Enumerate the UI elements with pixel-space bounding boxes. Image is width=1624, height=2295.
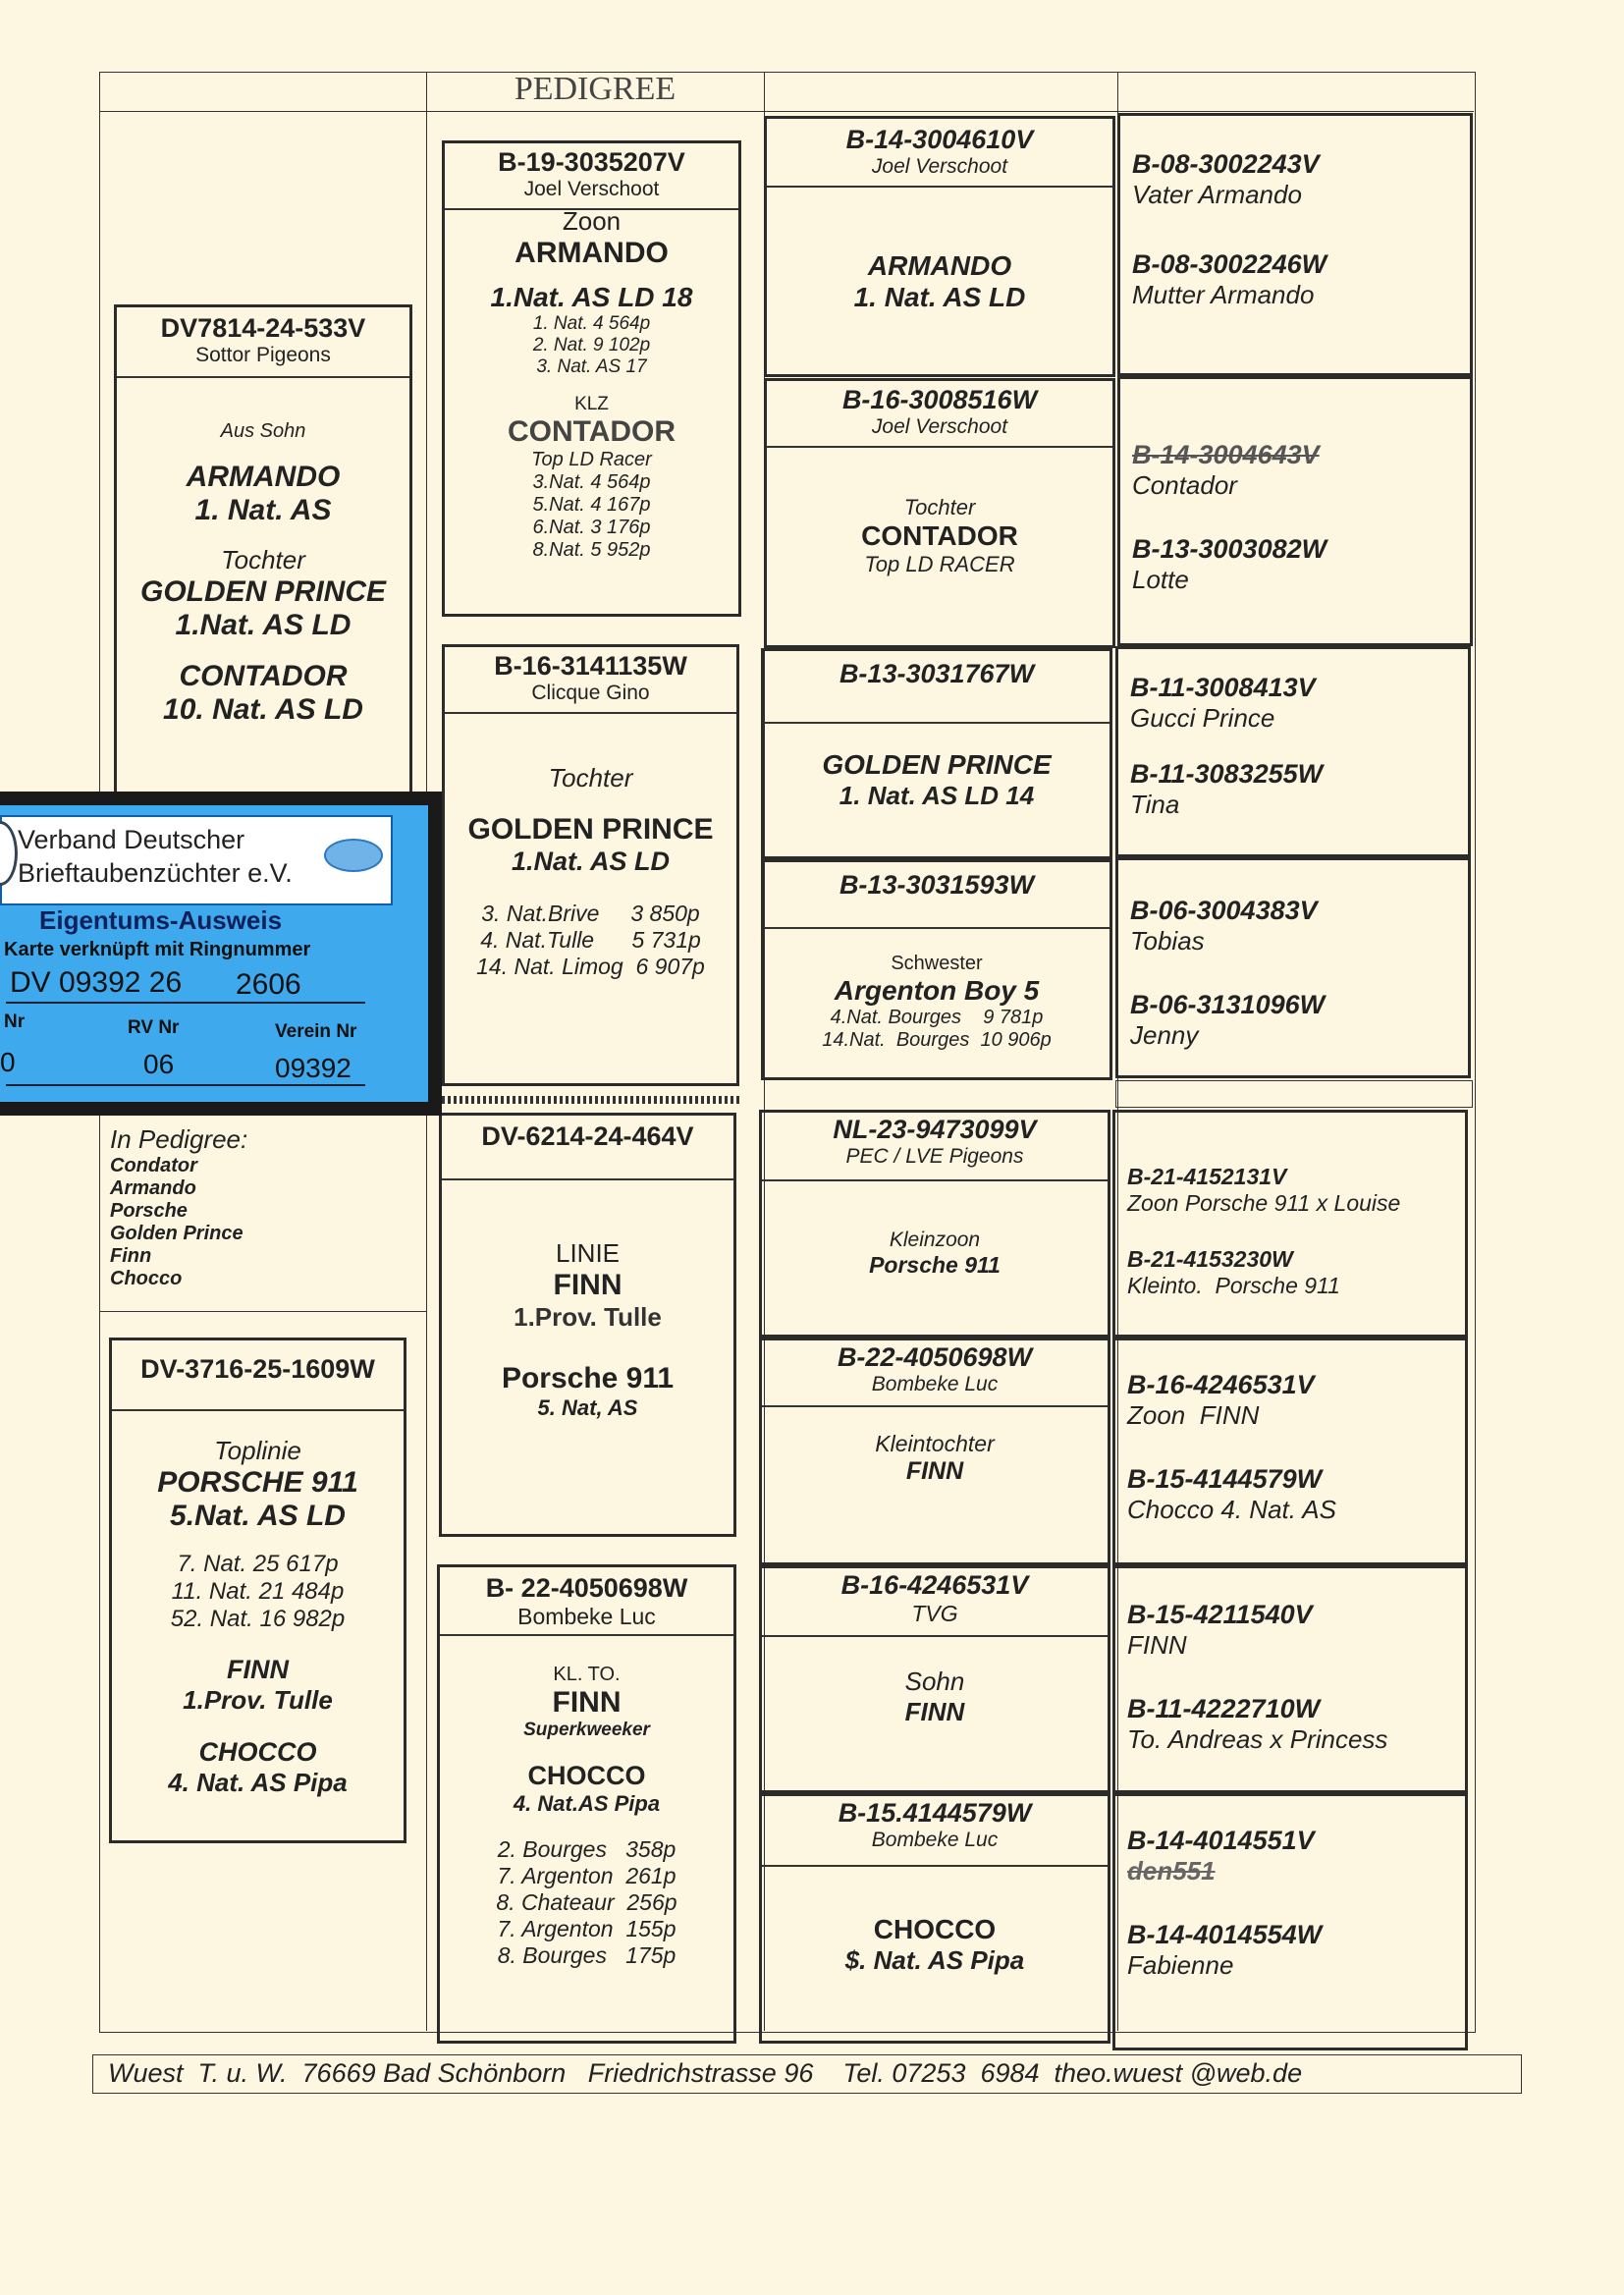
- ggp-ring: B-16-4246531V: [1127, 1370, 1315, 1399]
- ggp-name: Gucci Prince: [1130, 703, 1275, 733]
- parent-line: 4. Nat.Tulle 5 731p: [480, 927, 701, 953]
- ggp-box-6: [1112, 1338, 1468, 1565]
- ggp-ring: B-06-3131096W: [1130, 990, 1326, 1019]
- gp-ring: B-16-3008516W: [841, 385, 1038, 414]
- parent-line: 1.Nat. AS LD: [511, 847, 671, 876]
- ggp-box-2: [1117, 376, 1473, 646]
- card-col2-label: RV Nr: [128, 1017, 180, 1038]
- ggp-name: Chocco 4. Nat. AS: [1127, 1495, 1336, 1524]
- ggp-name: Zoon Porsche 911 x Louise: [1127, 1190, 1401, 1216]
- bird-owner: Sottor Pigeons: [195, 344, 331, 366]
- gp-line: 4.Nat. Bourges 9 781p: [830, 1007, 1044, 1028]
- gp-line: Top LD RACER: [864, 552, 1015, 576]
- gp-box-2: [764, 378, 1115, 648]
- ggp-name: Mutter Armando: [1132, 280, 1315, 309]
- parent-line: Tochter: [548, 763, 633, 792]
- parent-ring: B-19-3035207V: [498, 147, 685, 177]
- parent-line: 2. Nat. 9 102p: [532, 335, 651, 355]
- ggp-box-8: [1112, 1793, 1468, 2050]
- gp-line: Kleinzoon: [889, 1229, 981, 1251]
- in-pedigree-item: Condator: [110, 1155, 197, 1176]
- gp-owner: Joel Verschoot: [871, 415, 1008, 438]
- ggp-box-5: [1112, 1110, 1468, 1338]
- gp-line: Kleintochter: [875, 1431, 995, 1456]
- dam-result: 52. Nat. 16 982p: [170, 1606, 346, 1632]
- ggp-ring: B-11-4222710W: [1127, 1694, 1321, 1723]
- in-pedigree-item: Armando: [110, 1177, 196, 1199]
- gp-box-6: [759, 1338, 1110, 1565]
- ggp-name: den551: [1127, 1856, 1216, 1885]
- ggp-ring: B-11-3008413V: [1130, 673, 1316, 702]
- parent-line: 5. Nat, AS: [537, 1395, 638, 1420]
- card-ring-number: DV 09392 26: [10, 966, 183, 999]
- parent-box-2: [442, 644, 739, 1086]
- ggp-ring: B-21-4153230W: [1127, 1246, 1293, 1272]
- parent-line: Porsche 911: [501, 1362, 675, 1394]
- gp-ring: B-22-4050698W: [837, 1342, 1033, 1372]
- ggp-ring: B-08-3002246W: [1132, 249, 1327, 279]
- dam-line: PORSCHE 911: [157, 1466, 358, 1499]
- card-pigeon-logo-icon: [324, 839, 383, 872]
- parent-ring: B- 22-4050698W: [485, 1573, 688, 1603]
- parent-owner: Joel Verschoot: [523, 178, 660, 200]
- ggp-box-7: [1112, 1565, 1468, 1793]
- parent-line: 2. Bourges 358p: [497, 1836, 677, 1862]
- ggp-name: Kleinto. Porsche 911: [1127, 1273, 1340, 1298]
- bird-line: Aus Sohn: [220, 420, 306, 442]
- dam-lines: [109, 1436, 406, 1798]
- gp-line: FINN: [904, 1697, 965, 1726]
- gp-line: FINN: [905, 1457, 964, 1485]
- parent-line: 8.Nat. 5 952p: [532, 539, 651, 561]
- card-org-line1: Verband Deutscher: [18, 825, 245, 854]
- gp-line: ARMANDO: [867, 250, 1012, 281]
- parent-line: LINIE: [555, 1238, 621, 1268]
- gp-box-1: [764, 116, 1115, 377]
- parent-line: 8. Chateaur 256p: [496, 1889, 677, 1915]
- dam-line: CHOCCO: [198, 1737, 317, 1767]
- in-pedigree-label: In Pedigree:: [110, 1124, 248, 1154]
- gp-line: 1. Nat. AS LD: [853, 282, 1026, 312]
- gp-box-5: [759, 1110, 1110, 1338]
- parent-line: GOLDEN PRINCE: [467, 813, 714, 846]
- parent-line: Superkweeker: [523, 1720, 650, 1740]
- gp-line: $. Nat. AS Pipa: [844, 1945, 1025, 1975]
- dotted-separator: [442, 1096, 741, 1104]
- parent-line: 3.Nat. 4 564p: [532, 471, 651, 493]
- gp-line: 1. Nat. AS LD 14: [839, 781, 1035, 810]
- in-pedigree-item: Golden Prince: [110, 1223, 244, 1244]
- ggp-ring: B-14-3004643V: [1132, 440, 1320, 469]
- ggp-ring: B-21-4152131V: [1127, 1164, 1287, 1189]
- in-pedigree-item: Chocco: [110, 1268, 183, 1289]
- in-pedigree-block: [110, 1124, 247, 1290]
- card-org-line2: Brieftaubenzüchter e.V.: [18, 858, 293, 888]
- parent-ring: DV-6214-24-464V: [481, 1121, 694, 1151]
- ggp-box-3: [1115, 646, 1471, 857]
- ggp-ring: B-06-3004383V: [1130, 896, 1318, 925]
- dam-line: 5.Nat. AS LD: [170, 1500, 346, 1532]
- dam-line: FINN: [227, 1655, 289, 1684]
- bird-line: Tochter: [221, 545, 305, 574]
- card-col1-value: 0: [0, 1047, 16, 1077]
- bird-line: 1. Nat. AS: [194, 494, 332, 526]
- ggp-ring: B-15-4211540V: [1127, 1600, 1313, 1629]
- parent-box-4: [437, 1564, 736, 2044]
- parent-line: Zoon: [562, 206, 622, 236]
- in-pedigree-item: Porsche: [110, 1200, 188, 1222]
- gp-ring: B-14-3004610V: [845, 125, 1034, 154]
- gp-line: Tochter: [903, 495, 976, 519]
- parent-box-3: [439, 1113, 736, 1537]
- ggp-ring: B-14-4014551V: [1127, 1826, 1315, 1855]
- gp-line: Porsche 911: [869, 1252, 1001, 1278]
- ggp-ring: B-14-4014554W: [1127, 1920, 1323, 1949]
- ggp-ring: B-13-3003082W: [1132, 534, 1327, 564]
- gp-ring: B-15.4144579W: [838, 1798, 1032, 1828]
- ggp-box-4: [1115, 857, 1471, 1078]
- gp-owner: Bombeke Luc: [871, 1829, 999, 1851]
- dam-result: 11. Nat. 21 484p: [171, 1578, 345, 1605]
- ggp-ring: B-08-3002243V: [1132, 149, 1320, 179]
- ownership-card: [0, 792, 442, 1116]
- parent-line: 1. Nat. 4 564p: [532, 313, 651, 334]
- parent-line: 1.Nat. AS LD 18: [490, 282, 693, 312]
- ggp-name: Vater Armando: [1132, 180, 1302, 209]
- ggp-name: FINN: [1127, 1630, 1187, 1660]
- ggp-name: Contador: [1132, 470, 1237, 500]
- bird-line: 10. Nat. AS LD: [163, 693, 363, 726]
- in-pedigree-item: Finn: [110, 1245, 152, 1267]
- card-title: Eigentums-Ausweis: [39, 905, 283, 935]
- dam-line: 1.Prov. Tulle: [183, 1685, 333, 1715]
- ggp-name: Fabienne: [1127, 1950, 1234, 1980]
- gp-owner: PEC / LVE Pigeons: [845, 1145, 1024, 1168]
- gp-box-7: [759, 1565, 1110, 1793]
- gp-line: 14.Nat. Bourges 10 906p: [822, 1029, 1052, 1051]
- gp-ring: NL-23-9473099V: [833, 1115, 1037, 1144]
- gp-owner: Joel Verschoot: [871, 155, 1008, 178]
- parent-line: 7. Argenton 155p: [497, 1916, 677, 1941]
- dam-line: 4. Nat. AS Pipa: [168, 1768, 348, 1797]
- parent-line: 5.Nat. 4 167p: [532, 494, 651, 516]
- gp-line: GOLDEN PRINCE: [822, 749, 1052, 780]
- bird-line: 1.Nat. AS LD: [175, 609, 352, 641]
- gp-ring: B-13-3031767W: [839, 659, 1035, 688]
- parent-line: 4. Nat.AS Pipa: [513, 1791, 661, 1816]
- ggp-name: Lotte: [1132, 565, 1189, 594]
- parent-line: KLZ: [574, 394, 609, 414]
- parent-line: ARMANDO: [514, 237, 669, 269]
- parent-line: KL. TO.: [553, 1664, 621, 1685]
- gp-ring: B-13-3031593W: [839, 870, 1035, 900]
- col1-row-line: [99, 1311, 426, 1312]
- bird-line: GOLDEN PRINCE: [139, 575, 387, 608]
- parent-line: 8. Bourges 175p: [497, 1942, 677, 1968]
- gp-line: Argenton Boy 5: [834, 975, 1040, 1006]
- parent-line: CONTADOR: [507, 415, 677, 448]
- parent-ring: B-16-3141135W: [494, 651, 687, 681]
- dam-line: Toplinie: [214, 1436, 301, 1465]
- gp-line: CHOCCO: [873, 1914, 997, 1944]
- gp-owner: Bombeke Luc: [871, 1373, 999, 1395]
- header-row-line: [99, 111, 1474, 112]
- card-col3-value: 09392: [275, 1053, 352, 1083]
- gp-line: Sohn: [904, 1667, 965, 1696]
- parent-line: FINN: [553, 1269, 623, 1301]
- gp-line: CONTADOR: [861, 520, 1018, 551]
- card-col1-label: Nr: [4, 1011, 26, 1032]
- ggp-name: To. Andreas x Princess: [1127, 1724, 1388, 1754]
- bird-ring: DV7814-24-533V: [160, 313, 366, 343]
- parent-line: Top LD Racer: [531, 449, 652, 470]
- ggp-name: Jenny: [1130, 1020, 1199, 1050]
- bird-lines: [114, 420, 412, 727]
- gp-box-8: [759, 1793, 1110, 2044]
- dam-ring: DV-3716-25-1609W: [140, 1354, 375, 1384]
- bird-line: CONTADOR: [179, 660, 348, 692]
- card-col2-value: 06: [143, 1049, 175, 1079]
- card-col3-label: Verein Nr: [275, 1021, 357, 1042]
- gp-line: Schwester: [891, 953, 983, 974]
- ggp-name: Tobias: [1130, 926, 1205, 956]
- parent-box-1: [442, 140, 741, 617]
- parent-line: 6.Nat. 3 176p: [532, 517, 651, 538]
- parent-owner: Bombeke Luc: [517, 1604, 656, 1629]
- parent-line: 7. Argenton 261p: [497, 1863, 677, 1888]
- ggp-gap-bar: [1115, 1080, 1473, 1108]
- gp-ring: B-16-4246531V: [840, 1570, 1029, 1600]
- parent-line: 14. Nat. Limog 6 907p: [476, 954, 705, 979]
- ggp-ring: B-15-4144579W: [1127, 1464, 1323, 1494]
- footer-text: Wuest T. u. W. 76669 Bad Schönborn Friedrichstrasse 96 Tel. 07253 6984 theo.wuest @web.de: [108, 2058, 1303, 2088]
- parent-line: 3. Nat.Brive 3 850p: [481, 901, 700, 926]
- parent-line: 3. Nat. AS 17: [536, 356, 647, 377]
- ggp-ring: B-11-3083255W: [1130, 759, 1324, 789]
- page-title: PEDIGREE: [514, 71, 677, 107]
- parent-line: FINN: [552, 1686, 622, 1719]
- ggp-box-1: [1117, 113, 1473, 376]
- card-ring-suffix: 2606: [236, 968, 301, 1001]
- gp-box-4: [761, 859, 1112, 1080]
- gp-box-3: [761, 648, 1112, 859]
- card-subtitle: Karte verknüpft mit Ringnummer: [4, 939, 311, 960]
- ggp-name: Tina: [1130, 790, 1180, 819]
- dam-result: 7. Nat. 25 617p: [177, 1551, 339, 1577]
- bird-line: ARMANDO: [186, 461, 341, 493]
- ggp-name: Zoon FINN: [1127, 1400, 1260, 1430]
- parent-line: CHOCCO: [527, 1761, 646, 1790]
- parent-line: 1.Prov. Tulle: [514, 1302, 662, 1332]
- gp-owner: TVG: [911, 1601, 958, 1626]
- parent-owner: Clicque Gino: [531, 682, 650, 704]
